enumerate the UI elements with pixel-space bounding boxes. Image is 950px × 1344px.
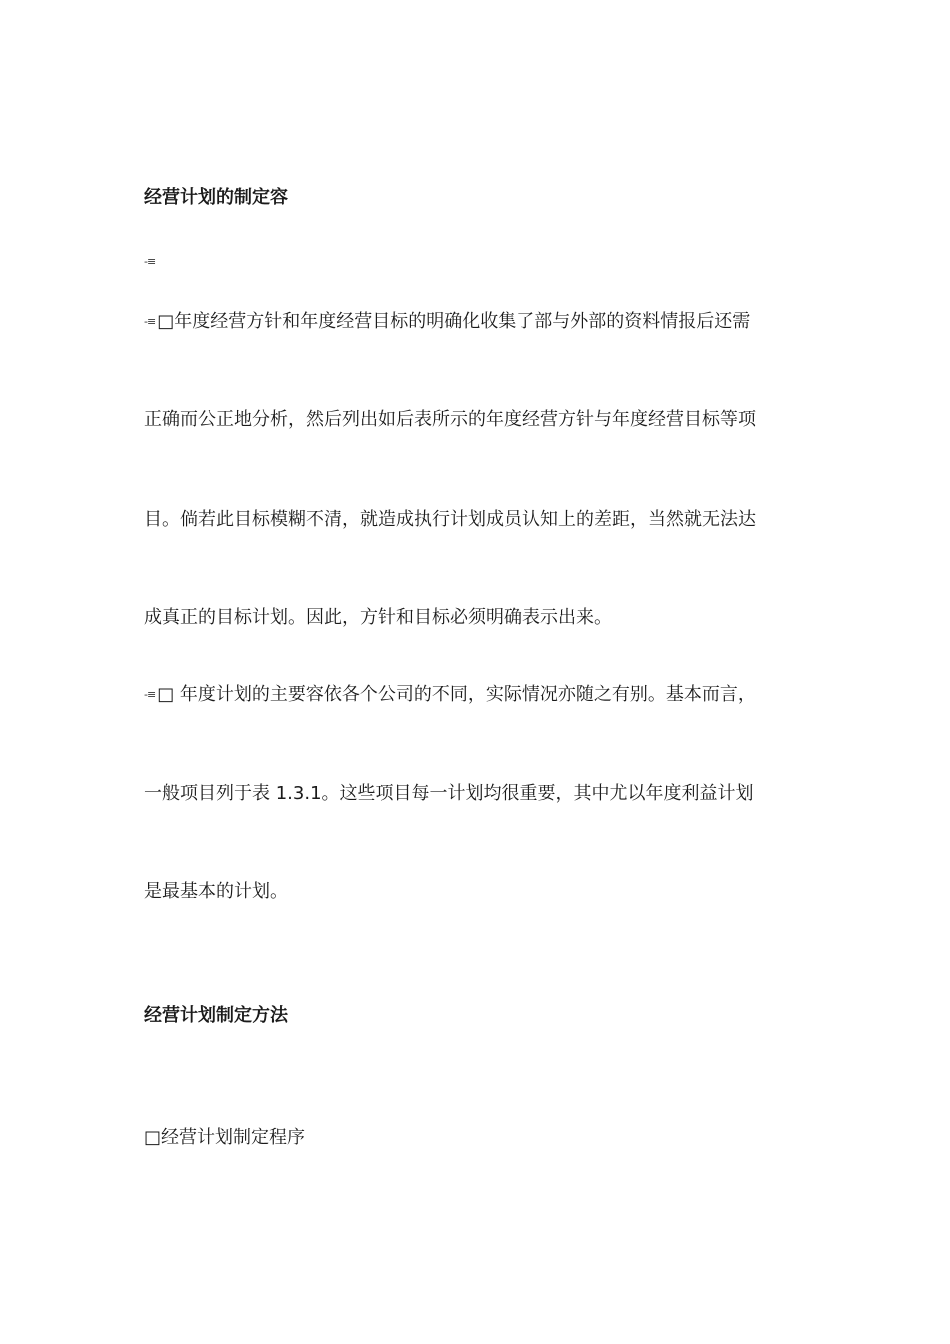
list-marker-icon: -≡	[144, 255, 156, 268]
subsection-plan-procedure: □经营计划制定程序	[144, 1127, 306, 1148]
paragraph-2-line-3: 是最基本的计划。	[144, 881, 288, 902]
paragraph-1-line-3: 目。倘若此目标模糊不清，就造成执行计划成员认知上的差距，当然就无法达	[144, 509, 756, 530]
section-heading-plan-content: 经营计划的制定容	[144, 187, 288, 208]
paragraph-1-line-2: 正确而公正地分析，然后列出如后表所示的年度经营方针与年度经营目标等项	[144, 409, 756, 430]
list-marker-icon: -≡	[144, 688, 156, 701]
list-marker	[144, 250, 157, 274]
paragraph-2-line-2: 一般项目列于表 1.3.1。这些项目每一计划均很重要，其中尤以年度利益计划	[144, 783, 754, 804]
paragraph-2-line-1	[144, 683, 756, 707]
paragraph-text: □年度经营方针和年度经营目标的明确化收集了部与外部的资料情报后还需	[157, 311, 751, 332]
list-marker-icon: -≡	[144, 315, 156, 328]
section-heading-plan-method: 经营计划制定方法	[144, 1005, 288, 1026]
paragraph-1-line-4: 成真正的目标计划。因此，方针和目标必须明确表示出来。	[144, 607, 612, 628]
paragraph-1-line-1	[144, 310, 750, 334]
paragraph-text: □ 年度计划的主要容依各个公司的不同，实际情况亦随之有别。基本而言，	[157, 684, 756, 705]
